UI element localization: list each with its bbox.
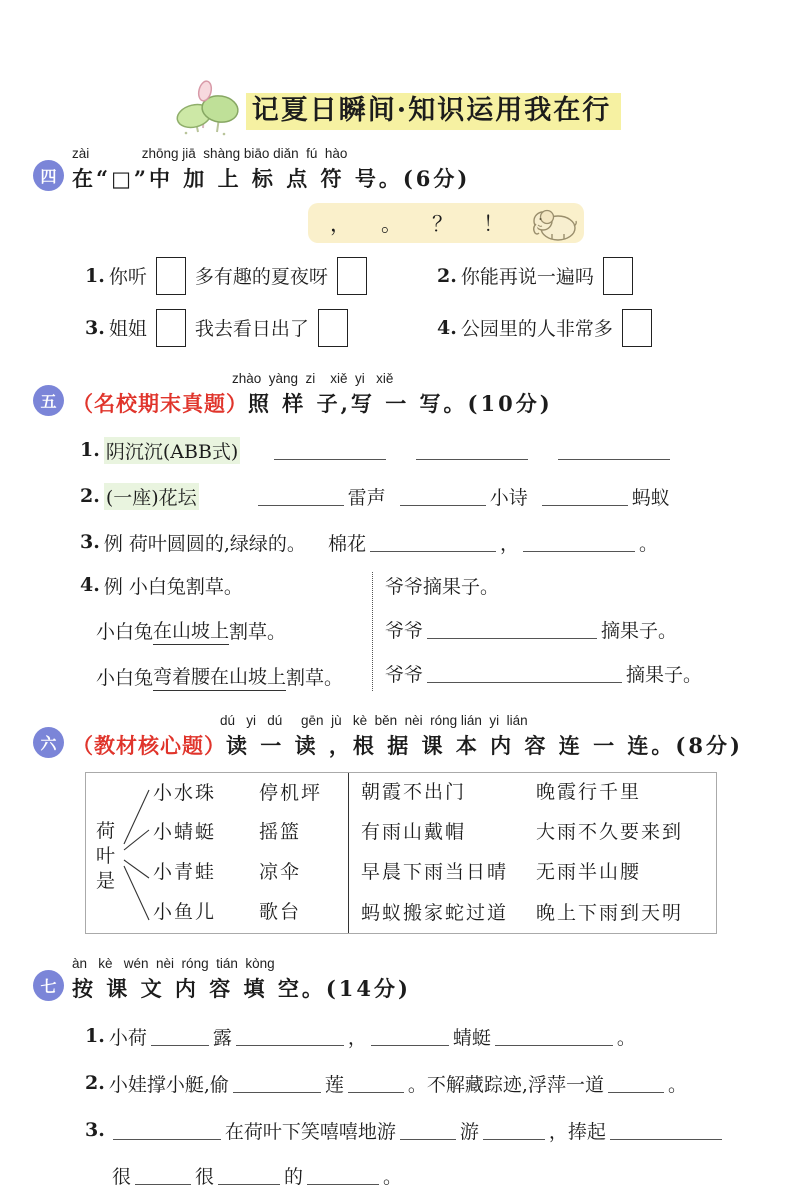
- section-4-badge: 四: [33, 160, 64, 191]
- highlighted-text: 阴沉沉(ABB式): [104, 437, 240, 464]
- question-1: [85, 257, 437, 295]
- s7-question-2: [85, 1070, 793, 1097]
- underlined-text: 在山坡上: [153, 616, 229, 645]
- segment-text: 爷爷摘果子。: [385, 575, 500, 598]
- segment-text: 你能再说一遍吗: [460, 266, 594, 289]
- worksheet-page: [0, 72, 793, 1193]
- fill-in-blank[interactable]: [427, 619, 597, 639]
- item-number: 1.: [80, 439, 100, 462]
- segment-text: 的: [284, 1165, 304, 1188]
- segment-text: 。不解藏踪迹,浮萍一道: [407, 1073, 604, 1096]
- fill-in-blank[interactable]: [610, 1120, 722, 1140]
- segment-text: 摘果子。: [601, 619, 678, 642]
- segment-text: 割草。: [286, 666, 344, 689]
- section-7-heading: 按 课 文 内 容 填 空。(14分): [72, 975, 411, 1001]
- segment-text: 姐姐: [108, 318, 147, 341]
- fill-in-blank[interactable]: [307, 1165, 379, 1185]
- segment-text: ，: [499, 532, 519, 555]
- question-3: [85, 309, 437, 347]
- section-6-header: [33, 713, 763, 760]
- segment-text: 公园里的人非常多: [460, 318, 613, 341]
- match-item[interactable]: 晚霞行千里: [536, 780, 642, 803]
- fill-in-blank[interactable]: [113, 1120, 221, 1140]
- section-6-heading: 读 一 读 ，根 据 课 本 内 容 连 一 连。(8分): [226, 732, 743, 758]
- segment-text: 在荷叶下笑嘻嘻地游: [224, 1120, 396, 1143]
- match-item[interactable]: 小水珠: [153, 781, 217, 804]
- section-7-badge: 七: [33, 970, 64, 1001]
- match-item[interactable]: 朝霞不出门: [361, 780, 467, 803]
- match-item[interactable]: 凉伞: [259, 860, 302, 883]
- fill-in-blank[interactable]: [371, 1026, 449, 1046]
- segment-text: 莲: [324, 1073, 344, 1096]
- match-item[interactable]: 摇篮: [259, 821, 302, 844]
- page-title: 记夏日瞬间·知识运用我在行: [246, 93, 621, 130]
- question-number: 4.: [437, 316, 457, 339]
- section-4-header: [33, 146, 763, 193]
- segment-text: 雷声: [347, 486, 386, 509]
- fill-in-blank[interactable]: [258, 486, 344, 506]
- match-item[interactable]: 有雨山戴帽: [361, 820, 467, 843]
- proverb-left-column: [361, 780, 536, 924]
- segment-text: ，: [347, 1026, 367, 1049]
- segment-text: ，捧起: [548, 1120, 606, 1143]
- section-6-badge: 六: [33, 727, 64, 758]
- question-number: 1.: [85, 1025, 105, 1047]
- section-7-pinyin: àn kè wén nèi róng tián kòng: [72, 955, 275, 971]
- segment-text: 蚂蚁: [631, 486, 670, 509]
- section-5-header: [33, 371, 763, 418]
- textbook-core-tag: （教材核心题）: [72, 732, 226, 758]
- segment-text: 露: [212, 1026, 232, 1049]
- question-number: 3.: [85, 316, 105, 339]
- fill-in-blank[interactable]: [523, 532, 635, 552]
- s5-item-4-answer-column: [372, 572, 793, 691]
- section-5-heading: 照 样 子,写 一 写。(10分): [248, 390, 553, 416]
- match-item[interactable]: 小蜻蜓: [153, 821, 217, 844]
- highlighted-text: (一座)花坛: [104, 483, 199, 510]
- title-row: [0, 72, 793, 130]
- match-stem: 荷叶是: [96, 820, 116, 893]
- fill-in-blank[interactable]: [427, 663, 622, 683]
- punctuation-strip: [308, 203, 584, 243]
- punctuation-answer-box[interactable]: [337, 257, 367, 295]
- fill-in-blank[interactable]: [542, 486, 628, 506]
- exam-source-tag: （名校期末真题）: [72, 390, 248, 416]
- segment-text: 我去看日出了: [194, 318, 309, 341]
- elephant-icon: [530, 204, 578, 242]
- segment-text: 爷爷: [385, 663, 424, 686]
- s5-item-2: [80, 483, 793, 510]
- match-left-column: [153, 782, 245, 924]
- weather-proverb-matching: [348, 773, 716, 933]
- segment-text: 。: [383, 1165, 403, 1188]
- punctuation-answer-box[interactable]: [622, 309, 652, 347]
- segment-text: 摘果子。: [626, 663, 703, 686]
- section-4-questions: [85, 257, 753, 347]
- punctuation-strip-row: [308, 203, 793, 243]
- match-item[interactable]: 大雨不久要来到: [536, 820, 684, 843]
- s5-item-1: [80, 437, 793, 464]
- match-item[interactable]: 停机坪: [259, 781, 323, 804]
- segment-text: 爷爷: [385, 619, 424, 642]
- segment-text: 很: [195, 1165, 215, 1188]
- section-5-badge: 五: [33, 385, 64, 416]
- section-4-heading: 在“□”中 加 上 标 点 符 号。(6分): [72, 165, 471, 191]
- period-mark: 。: [381, 211, 402, 236]
- item-number: 2.: [80, 485, 100, 508]
- item-number: 4.: [80, 574, 100, 597]
- lotus-icon: [172, 78, 244, 136]
- fill-in-blank[interactable]: [483, 1120, 545, 1140]
- segment-text: 小娃撑小艇,偷: [108, 1073, 229, 1096]
- question-number: 1.: [85, 264, 105, 287]
- segment-text: 。: [638, 532, 658, 555]
- fill-in-blank[interactable]: [558, 440, 670, 460]
- match-item[interactable]: 小鱼儿: [153, 900, 217, 923]
- lotus-leaf-matching: [86, 773, 348, 933]
- fill-in-blank[interactable]: [236, 1026, 344, 1046]
- fill-in-blank[interactable]: [495, 1026, 613, 1046]
- segment-text: 。: [616, 1026, 636, 1049]
- segment-text: 游: [459, 1120, 479, 1143]
- segment-text: 小诗: [489, 486, 528, 509]
- underlined-text: 弯着腰在山坡上: [153, 662, 286, 691]
- question-number: 2.: [437, 264, 457, 287]
- s5-item-4-example-column: [80, 572, 372, 691]
- match-item[interactable]: 早晨下雨当日晴: [361, 861, 509, 884]
- question-2: [437, 257, 642, 295]
- section-5-pinyin: zhào yàng zi xiě yi xiě: [232, 370, 394, 386]
- fill-in-blank[interactable]: [400, 1120, 456, 1140]
- punctuation-answer-box[interactable]: [156, 257, 186, 295]
- segment-text: 棉花: [327, 532, 366, 555]
- fill-in-blank[interactable]: [274, 440, 386, 460]
- segment-text: 蜻蜓: [452, 1026, 491, 1049]
- segment-text: 你听: [108, 266, 147, 289]
- segment-text: 例 荷叶圆圆的,绿绿的。: [103, 532, 306, 555]
- match-item[interactable]: 蚂蚁搬家蛇过道: [361, 901, 509, 924]
- s5-item-3: [80, 529, 793, 556]
- segment-text: 小荷: [108, 1026, 147, 1049]
- item-number: 3.: [80, 531, 100, 554]
- question-number: 2.: [85, 1072, 105, 1094]
- match-item[interactable]: 晚上下雨到天明: [536, 901, 684, 924]
- fill-in-blank[interactable]: [135, 1165, 191, 1185]
- match-right-column: [259, 782, 345, 924]
- question-number: 3.: [85, 1119, 105, 1141]
- segment-text: 很: [112, 1165, 132, 1188]
- fill-in-blank[interactable]: [233, 1073, 321, 1093]
- fill-in-blank[interactable]: [348, 1073, 404, 1093]
- match-connector-lines: [121, 778, 151, 928]
- section-6-pinyin: dú yi dú gēn jù kè běn nèi róng lián yi lián: [220, 712, 528, 728]
- fill-in-blank[interactable]: [608, 1073, 664, 1093]
- match-item[interactable]: 无雨半山腰: [536, 861, 642, 884]
- fill-in-blank[interactable]: [151, 1026, 209, 1046]
- fill-in-blank[interactable]: [400, 486, 486, 506]
- proverb-right-column: [536, 780, 716, 924]
- segment-text: 割草。: [229, 620, 287, 643]
- s7-question-3: [85, 1117, 793, 1144]
- s7-question-3-line-2: [112, 1162, 793, 1189]
- section-7-header: [33, 956, 763, 1003]
- segment-text: 小白兔: [96, 620, 154, 643]
- segment-text: 。: [667, 1073, 687, 1096]
- comma-mark: ，: [330, 211, 351, 236]
- s7-question-1: [85, 1023, 793, 1050]
- fill-in-blank[interactable]: [416, 440, 528, 460]
- punctuation-answer-box[interactable]: [603, 257, 633, 295]
- section-4-pinyin: zài zhōng jiā shàng biāo diǎn fú hào: [72, 146, 348, 161]
- exclamation-mark: ！: [483, 211, 504, 236]
- question-mark: ？: [432, 211, 453, 236]
- segment-text: 多有趣的夏夜呀: [194, 266, 328, 289]
- s5-item-4: [80, 572, 793, 691]
- match-item[interactable]: 小青蛙: [153, 860, 217, 883]
- question-4: [437, 309, 661, 347]
- punctuation-answer-box[interactable]: [156, 309, 186, 347]
- fill-in-blank[interactable]: [370, 532, 496, 552]
- fill-in-blank[interactable]: [218, 1165, 280, 1185]
- matching-exercise-box: [85, 772, 717, 934]
- punctuation-answer-box[interactable]: [318, 309, 348, 347]
- match-item[interactable]: 歌台: [259, 900, 302, 923]
- segment-text: 小白兔: [96, 666, 154, 689]
- segment-text: 例 小白兔割草。: [103, 575, 243, 598]
